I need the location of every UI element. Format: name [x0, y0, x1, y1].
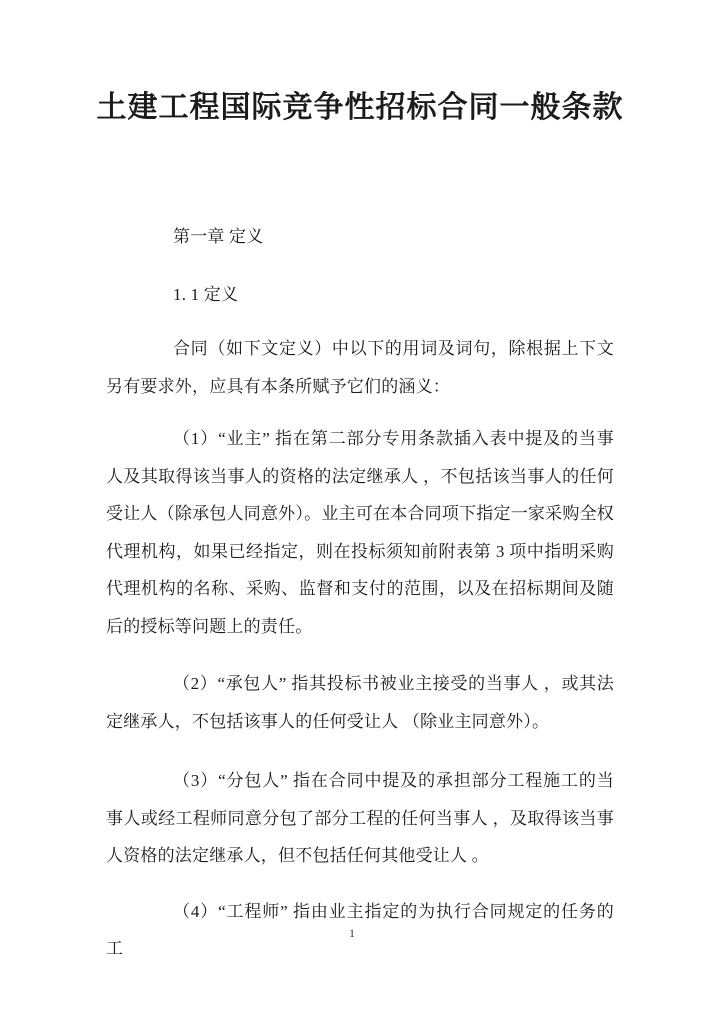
paragraph-definition-engineer: （4）“工程师” 指由业主指定的为执行合同规定的任务的工 [106, 901, 614, 958]
document-body [106, 218, 614, 968]
section-heading: 1. 1 定义 [173, 284, 239, 304]
paragraph-definition-contractor: （2）“承包人” 指其投标书被业主接受的当事人 ，或其法定继承人，不包括该事人的任何受让人 （除业主同意外）。 [106, 674, 614, 731]
page-number: 1 [349, 926, 355, 940]
paragraph-definitions-intro: 合同（如下文定义）中以下的用词及词句，除根据上下文另有要求外，应具有本条所赋予它们的涵义： [106, 339, 614, 396]
document-title: 土建工程国际竞争性招标合同一般条款 [96, 91, 624, 124]
paragraph-definition-owner: （1）“业主” 指在第二部分专用条款插入表中提及的当事人及其取得该当事人的资格的法定继承人 ，不包括该当事人的任何受让人（除承包人同意外）。业主可在本合同项下指定一家采购全权代理机构，如果已经指定，则在投标须知前附表第 3 项中指明采购代理机构的名称、采购、监督和支付的范围，以及在招标期间及随后的授标等问题上的责任。 [106, 429, 614, 636]
paragraph-definition-subcontractor: （3）“分包人” 指在合同中提及的承担部分工程施工的当事人或经工程师同意分包了部分工程的任何当事人 ，及取得该当事人资格的法定继承人，但不包括任何其他受让人 。 [106, 771, 614, 865]
chapter-heading: 第一章 定义 [173, 227, 264, 246]
